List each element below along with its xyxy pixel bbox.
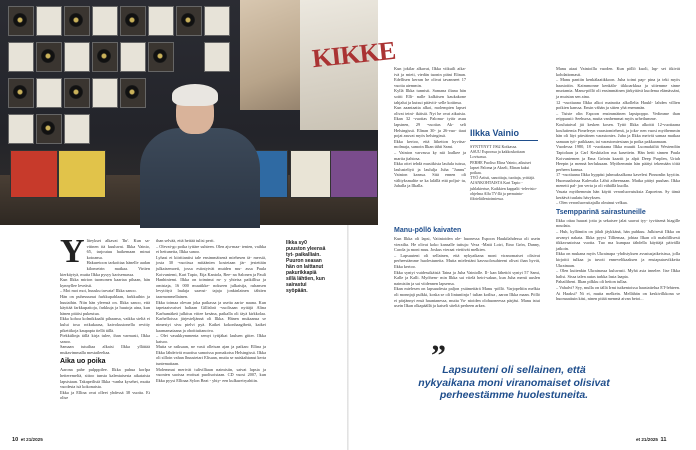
paragraph: Kun jokilar alkavat, Ilkka viikuili aika- ivä ja mieti, viedän tuonin piäni Elinan. Edellisen kerran he olivat tavanneet 17 vuotta aiemmin. xyxy=(394,66,466,88)
subheading: Aika uo poika xyxy=(60,358,106,366)
paragraph: – Olen veronluovuttajalla olminut velkaa. xyxy=(556,200,628,206)
poster-lettering: KIKKE xyxy=(310,35,397,74)
paragraph: Vasata myöhemmin hän käytti veronluovutuksia Zapoeinn. Sy tämä keräävä tuulatu hävyksen. xyxy=(556,189,680,200)
drop-cap: Y xyxy=(60,233,85,270)
quote-mark-icon: ” xyxy=(431,339,446,372)
paragraph: Hakuretoon tarkoittaa hänelle aadan kilometrin matkaa. Virtien kierkäytyä, mutta Ilkka pysyy karisemassa. xyxy=(60,260,150,277)
paragraph: Kun Ilkka mirion tuomonen kaartaa pihaan, hän kynnyllee leveästi. xyxy=(60,277,150,288)
paragraph: – Olei vasukkymmenta semyt tyttjäkat lauluen gitter. Ilkka katsoo. xyxy=(156,333,266,344)
factbox-line: PERHE Puoliso Elina Vainio, aikuiset lapset Paloma ja Akseli, Elinan kaksi poikaa. xyxy=(470,159,531,176)
issue-number: 21/2025 xyxy=(26,437,43,442)
paragraph: Lyhasi et kiiritiantisi tale ensimmäisenä miehesen tä- mersiä, josta 30 -vuotissa mitäänien kosteiaan jär- jestettäin julkaisemoeti, jossa esiintyivät muiden mu- assa Paula Koivuniemi, Kari Tapio, Eija Kantola, Ree- na Salonen ja Pauli Hanhiniemi. Ilkka on toiminut m- y yhteisa paikillisa ja omistaja, 16 000 muutikke- nokseen julkaisija, ruhansen levytötyä laulaja saavut- tajaja jonkinlainen tähtien taarmonmellainen. xyxy=(156,254,266,299)
paragraph: – Olevat-go poika tyttäre suhteen. Olen aju-maa- tenien, vaihka ei hettuneita, Ilkka sanoo. xyxy=(156,243,266,255)
paragraph: – Olen kuitenkin Ukrainassa kuluvasti. Myhä asia innelee. Itse Ilkka halisi. Sissa talen autas tarkka lasta laapta. xyxy=(556,268,680,279)
paragraph: – Tuiste olin Espoon ensimmäinen lapsipoppo. Vedimme than reippaasti: Seehursa, mutta vanhemmat myös urheilumme. xyxy=(556,110,680,122)
paragraph: Samaan tutuiltaa alkaisi Ilkka yllättää mukavimmalla mestaileeltaa. xyxy=(60,344,150,355)
factbox-line: AJANKOHTAISTA Kari Tapio -juhlakiertue, Kaikkien kappalit -televisio-ohjelma Alfa TV:llä ja pernuinto-filtrieläilentoimiessa. xyxy=(470,180,537,202)
paragraph: Piekkülinja tällä kirja tulee, ihan varmasti, Ilkka sanoo. xyxy=(60,333,150,344)
paragraph: Ilkka kertoo, että liiketton hyvitsa- molmaja, samoin Ilkan tähti Sami. xyxy=(394,138,466,150)
paragraph: Ilkka ottaa huurat jotta ja sekaisee jalat saavat tyy- tyväisenä hiagille noudata. xyxy=(556,217,680,229)
paragraph: Ilkka ottei tehdä musiikista laulula tuissa, laulusteliyä ja laululja Juha "Junnu" Vainion kanssa. Sitä ennen oli välityksmaltte se ka lalällä että poljat- tu, Juhalla ja Ilkalla. xyxy=(394,161,466,189)
page-number: 10 xyxy=(12,437,19,443)
intro-text: liteykset alkavat 'Ihr'. Kun sa- vitinen itä kuuluvat. Ilkka Vainio, 65, tarjoutuu haikemaan minut kotoansa. xyxy=(86,238,150,260)
paragraph: than selvää, että heitää tulisi perit. xyxy=(156,238,215,243)
right-column-1-lower xyxy=(394,224,540,309)
paragraph: Ilkka kohoa kolmikkaalti pihaansa, vaikka sieltä ei kului tosa rotkukaasa, kaivokustonella revitty pikettikoja kaupapta tiellä tällä. xyxy=(60,316,150,333)
paragraph: Hän on puhesuunut furkkupahlaan, farkkuihin ja huutaihin. Niin hän yleensä on. Ilkka sanoo, että käyttää farkkupaitoja, farkkuja ja huutoja aina, kun hänen pitäisi pukeutua. xyxy=(60,293,150,316)
left-column-1 xyxy=(60,233,150,401)
issue-number: 21/2025 xyxy=(641,437,658,442)
paragraph: Ilkka toimaa olevan joka paikassa ja useita aaria- naana. Kun tapetaaisvaiset haltaan Gillisbrä -vuolisaan nyttäjä Alina Karhumäkeä julkitus viitee kesäna, paikalla oli täyä kirkkolaa. Karhelloissa järjesteljännä oli Ilkka. Hänen mukaansa se nimestyi sivu pielvi pyä. Kaikei kokonhaagibetä, kaikei kaamamataana ja ohoittuitanoiva. xyxy=(156,299,266,333)
right-column-2 xyxy=(556,66,680,302)
folio-left xyxy=(12,437,43,443)
factbox xyxy=(470,128,538,201)
paragraph: Ilkka on mukana myös Ukrainapa -yhdistyksen avustusjatkeisissa, jolla kirjoitti tulkaa ja tuvoti ennevelikaaksen ja ensiaputarvikkeita Ukrainaan. xyxy=(556,251,680,268)
paragraph: Mutta se raiksaan, ne vasti olleisan ajan ja paikan: Ellina ja Ilkka lähdeivät muotisa samoissa pomakotsa Helsingissä. Ilkka oli silloin vahan lbuustetari Elisaan, mutta se naiskahtanut kerta tuntemattaan. xyxy=(156,344,266,367)
paragraph: Kun Ilkka oli lapsi, Vaiinioiden ole- huonessa Espoon Haukilahdessa oli usein vierailta. He olivat koko kansalle tuttuja: Vexa -Matti Loiri, Eino Grön, Danny, Carola ja moni muu. Joskus vieraat viettivät melkien. xyxy=(394,236,540,253)
factbox-line: TYÖ Artisti, sanoittaja, tuottaja, yrittäjä. xyxy=(470,175,535,181)
paragraph: – Vainion varvassa ky niä loalkee ja martia jiahtosa. xyxy=(394,149,466,161)
paragraph: Kun aaantaatta alkoi, molempien lapset olivat teini- ikäisiä. Nyt he ovat aikuisia. Ilkan 32 -vuotias Paloma- tytär asuu lapsinen, 29 -vuotias Ak- seli Helsingissä. Elinan 30- ja 26-vuo- tiaat pojat asuvat myös helsingissä. xyxy=(394,105,466,139)
paragraph: Molemmat merivät tulivilliaan naimisiin, satvat lapsia ja vuonien saoissa erottsat puolisoistaan. CD vuosi 2007, kun Ilkka pyysi Ellinaa Sylon Beat - yhty- een kulkureiryahtiin. xyxy=(156,366,266,383)
factbox-line: ASUU Espoossa ja kakkoskotiaan Lovisassa. xyxy=(470,149,525,160)
paragraph: – Moi moi moi, huusku tarvata! Ilkka sanoo. xyxy=(60,288,137,294)
magazine-name: et xyxy=(636,437,641,442)
subheading: Tsempparinä sairastuneille xyxy=(556,208,646,216)
paragraph: – Lapsuuteni oli sellainen, että nykyaikana moni viranomaiset olisivat perheestämme huolestuneita. Mutta mielestäni kasvuolosuhteeni olivat ihan hyvät, Ilkka kertoo. xyxy=(394,252,540,269)
paragraph: 12 -vuotiaana Ilkka alkoi mainoita alkollelta Haukl- lahden villien poikien kanssa. Ensin vähän ja sitten yhä enemmän. xyxy=(556,99,680,111)
paragraph: Koulutaival jäi kesken kosen. Tyttö Ilkka alkoitti 12-vuotiaana koulutiemia Fimeleryn varastomiehenä, ja joka- nen vuosi myöhemmin hän oli läyt pärväinen varastonies. Juha ja Ilkka meivät samaa matkaa samaan työ- paikkaan, tai varastomiestaan ja poika pakkaamaan. xyxy=(556,121,680,144)
paragraph: Ilkka syntyi vuidessikäisiä Taina ja Juha Vainiolle. Il- kan lähettöt syntyi 57 Sami, Kalle ja Kalli. Myöhem- min Ilkka sai viielä heiri-sakun, kun Juha menti uuslen naimisiin ja sai viidennen lapsensa. xyxy=(394,269,540,286)
paragraph: Aarona pahe pulpppilee. Ilkka puhua korlpa hetteremeltä, sittoo tunsta kalentaisesta aikataista lapsistaan. Takapeilistä Ilkka -vanha kysehet, mutta vuodesta isä kokonaista. xyxy=(60,367,150,390)
paragraph: Ilkka ja Ellina ovat olleet yhdessä 38 vuotta. Et olise xyxy=(60,389,150,401)
paragraph: Ilkan mielesen on lapsuudesta paljon ystämeitärä Manu -pöllö. Varjopeltiin melkia oli monnjaji pulkki, koska se oli lintuniinja ! tulian kotlisa , aaron Ilkka maan. Pöllö ei pärjännyt ensä hauntanessa, mutta Va- nioiden olohuoneessa pärjäsi. Manu istui usein Ilkan olkapäällä ja katseli siteltä perheen arkea. xyxy=(394,286,540,309)
paragraph: Vuodessa 1980, 18 -vuotiaana Ilkka muutti Luomakiiltä Westendiin Tapiolaan ja Carl Keskitalon ma kasettein. Hän hetti sinnen Paula Koivuniemen ja Ema Grönin kaartit ja alpit Deep Purplen, Uriah Heepin ja mennä herlukuaan. Myöhemmin hän päätyi tekemään töitä perheen kanssa. xyxy=(556,144,680,172)
feature-photo xyxy=(0,0,397,225)
paragraph: – Vahalvi? Syy, mulla on tällä Irmi tutkentoissa haastattelua ET-lehteen. Ai Haaksi? Ni ei, mutta melkein. Mellähän on keskivilkkona se huomaattuin käsi, ninen pitää menmä aivan betoi... xyxy=(556,284,680,302)
pull-quote: Lapsuuteni oli sellainen, että nykyaikana moni viranomaiset olisivat perheestämme huolestuneita. xyxy=(418,364,610,402)
paragraph: 17 -vuotiaana Ilkka hyppäsi juhmuksalkona kavelesi Pinnonlin kyytiin. Huomaaloissa Kalevalia Lähti aiheensaan. Matka pättyi puuhan. Ilkka menetti pal- jon verta ja oli vähällä kuolla. xyxy=(556,172,680,189)
left-column-2 xyxy=(156,238,266,383)
factbox-line: SYNTYNYT 1962 Kotkassa. xyxy=(470,144,518,149)
subheading: Manu-pöllö kaivaten xyxy=(394,227,462,234)
paragraph: – Huh, kyllämiin on jälalt jäykkänä, hän puhkuu. Julkisesti Ilkka on arvanyt nakata. Ilkka pyysi Tilliemaa, johtaa Ilkan oli mahdillisesti tikkavaatoissa vuotta. Tuo ma kumpaa tähdella käyttäjä päivällä jatkoin. xyxy=(556,229,680,251)
paragraph: Kyllä Ilkka tunnisti. Samana iltana hän soitti Elli- nalle kalkitsen kaukakone tahjalui ja kutsui pitävitt- selle kotiinsa. xyxy=(394,88,466,105)
page-number: 11 xyxy=(660,437,667,443)
photo-caption: Ilkka sy0 puuston yleensä tyt- paikalliain. Puuron seasan hän on laittanut pakurikkapiä sillä lähtien, kun sairastui syöpään. xyxy=(286,240,326,294)
paragraph: Manu aiaai Vainioilla vuoden. Kun pöllö kuoli, lap- set itkivät kohdattomasti. xyxy=(556,66,680,77)
right-column-1 xyxy=(394,66,466,189)
folio-right xyxy=(636,437,666,443)
factbox-title: Ilkka Vainio xyxy=(470,128,520,138)
paragraph: – Manu pantiin kenkälaatikkoon. Juha toimi pap- pina ja teki myös haastoitin. Kaimmonne kenkäla- tikkoarkkua ja siitemme sinne murtamia. Manu-pöllö oli ensimmäinen järkyttävä kuolema elämässäni, ja muistan sen aina. xyxy=(556,77,680,99)
paragraph: Pahailiheni. Ilkan pilkku oli heiton tullaa. xyxy=(556,279,628,285)
magazine-name: et xyxy=(20,437,25,442)
